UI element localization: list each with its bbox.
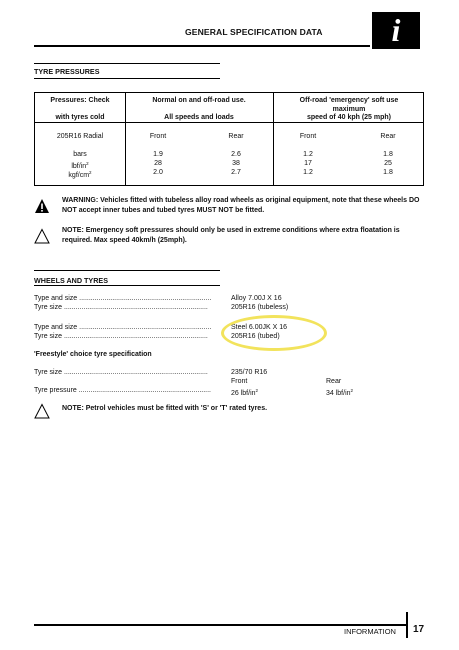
table-header-rule [35,122,423,123]
section-rule-top [34,63,220,64]
spec-label: Tyre size .......................................................................... [34,304,208,311]
warning-icon [34,198,50,214]
soft-rear-header: Rear [380,133,396,140]
col-header-normal: Normal on and off-road use. [152,97,246,104]
col-header-offroad-speed: speed of 40 kph (25 mph) [306,114,392,121]
section-rule-bottom [34,285,220,286]
spec-value: 205R16 (tubed) [231,333,280,340]
info-icon [372,12,420,49]
note-emergency: NOTE: Emergency soft pressures should only be used in extreme conditions where extra floatation is required. Max speed 40km/h (25mph). [62,227,400,244]
pressure-value: 2.0 [153,169,163,176]
spec-value: Alloy 7.00J X 16 [231,295,282,302]
section-title-wheels: WHEELS AND TYRES [34,276,109,285]
spec-label: Tyre pressure .................................................................... [34,387,211,394]
spec-label: Type and size .................................................................... [34,295,212,302]
spec-value: Steel 6.00JK X 16 [231,324,288,331]
pressure-value: 2.7 [231,169,241,176]
pressure-value: 28 [154,160,162,167]
spec-label: Tyre size .......................................................................... [34,369,208,376]
front-header: Front [231,378,248,385]
pressure-value: 38 [232,160,240,167]
col-header-offroad-max: maximum [332,105,366,113]
pressure-value: 1.8 [383,151,393,158]
normal-front-header: Front [149,133,167,140]
spec-label: Type and size .................................................................... [34,324,212,331]
unit-label: lbf/$in^2$ [71,161,89,170]
page-number: 17 [413,624,425,635]
spec-label: Tyre size .......................................................................... [34,333,208,340]
spec-value: 235/70 R16 [231,369,268,376]
tyre-type: 205R16 Radial [56,133,104,140]
col-header-offroad: Off-road 'emergency' soft use [299,97,399,104]
unit-label: kgf/$cm^2$ [68,170,92,179]
footer-section: INFORMATION [344,627,396,636]
warning-text: WARNING: Vehicles fitted with tubeless alloy road wheels as original equipment, note that these wheels DO NOT accept inner tubes and tubed tyres MUST NOT be fitted. [62,197,420,214]
note-petrol: NOTE: Petrol vehicles must be fitted with 'S' or 'T' rated tyres. [62,405,268,412]
normal-rear-header: Rear [228,133,244,140]
unit-label: bars [73,151,87,158]
spec-value: 34 lbf/$in^2$ [326,388,354,397]
section-rule-bottom [34,78,220,79]
highlight-ellipse [221,315,327,351]
page-title: GENERAL SPECIFICATION DATA [185,27,323,37]
spec-value: 26 lbf/$in^2$ [231,388,259,397]
rear-header: Rear [326,378,342,385]
col-header-cold: with tyres cold [55,114,105,121]
footer-divider [406,612,408,638]
caution-icon [34,403,50,419]
tyre-pressure-table [34,92,424,186]
pressure-value: 1.2 [303,151,313,158]
pressure-value: 1.9 [153,151,163,158]
pressure-value: 17 [304,160,312,167]
header-rule [34,45,370,47]
caution-icon [34,228,50,244]
freestyle-title: 'Freestyle' choice tyre specification [34,351,152,358]
pressure-value: 2.6 [231,151,241,158]
soft-front-header: Front [299,133,317,140]
section-rule-top [34,270,220,271]
pressure-value: 1.8 [383,169,393,176]
spec-value: 205R16 (tubeless) [231,304,289,311]
pressure-value: 1.2 [303,169,313,176]
col-header-check: Pressures: Check [50,97,110,104]
col-header-normal-sub: All speeds and loads [164,114,234,121]
info-icon-glyph: i [391,12,401,48]
section-title-tyre-pressures: TYRE PRESSURES [34,67,100,76]
pressure-value: 25 [384,160,392,167]
footer-rule [34,624,406,626]
